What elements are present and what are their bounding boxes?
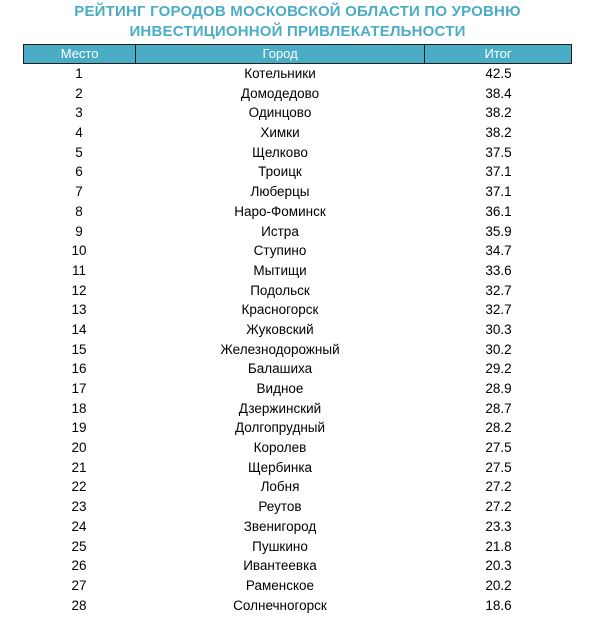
cell-place: 6 <box>75 164 83 180</box>
table-row <box>23 556 572 576</box>
table-row <box>23 596 572 616</box>
table-row <box>23 300 572 320</box>
cell-place: 24 <box>71 518 87 534</box>
table-row <box>23 517 572 537</box>
cell-city: Одинцово <box>248 105 312 121</box>
cell-total: 29.2 <box>485 361 512 377</box>
table-row <box>23 379 572 399</box>
table-row <box>23 399 572 419</box>
cell-total: 27.2 <box>485 479 512 495</box>
cell-place: 14 <box>71 321 87 337</box>
table-row <box>23 497 572 517</box>
ranking-table <box>23 44 572 615</box>
cell-place: 5 <box>75 144 83 160</box>
cell-city: Балашиха <box>247 361 313 377</box>
cell-total: 23.3 <box>485 518 512 534</box>
cell-city: Красногорск <box>241 302 319 318</box>
table-row <box>23 477 572 497</box>
cell-city: Щелково <box>252 144 308 160</box>
cell-city: Дзержинский <box>238 400 322 416</box>
cell-total: 20.2 <box>485 577 512 593</box>
cell-place: 9 <box>75 223 83 239</box>
table-row <box>23 84 572 104</box>
table-row <box>23 103 572 123</box>
cell-total: 42.5 <box>485 66 512 81</box>
cell-city: Ступино <box>253 243 307 259</box>
cell-total: 32.7 <box>485 282 512 298</box>
cell-place: 2 <box>75 85 83 101</box>
cell-place: 8 <box>75 203 83 219</box>
table-row <box>23 241 572 261</box>
cell-city: Жуковский <box>246 321 314 337</box>
cell-city: Железнодорожный <box>220 341 340 357</box>
cell-place: 7 <box>75 184 83 200</box>
cell-city: Щербинка <box>247 459 313 475</box>
cell-place: 22 <box>71 479 87 495</box>
cell-total: 38.4 <box>485 85 512 101</box>
cell-city: Мытищи <box>253 262 307 278</box>
table-row <box>23 123 572 143</box>
cell-city: Люберцы <box>250 184 310 200</box>
cell-total: 37.5 <box>485 144 512 160</box>
cell-city: Солнечногорск <box>233 597 327 613</box>
cell-city: Лобня <box>260 479 300 495</box>
table-row <box>23 438 572 458</box>
cell-place: 13 <box>71 302 87 318</box>
cell-city: Звенигород <box>243 518 317 534</box>
cell-place: 1 <box>75 66 83 81</box>
cell-place: 20 <box>71 440 87 456</box>
cell-total: 34.7 <box>485 243 512 259</box>
table-row <box>23 182 572 202</box>
table-body <box>23 64 572 615</box>
cell-city: Наро-Фоминск <box>234 203 326 219</box>
table-row <box>23 537 572 557</box>
cell-place: 27 <box>71 577 87 593</box>
table-row <box>23 64 572 84</box>
cell-city: Реутов <box>258 499 302 515</box>
cell-place: 10 <box>71 243 87 259</box>
cell-total: 21.8 <box>485 538 512 554</box>
cell-place: 15 <box>71 341 87 357</box>
cell-city: Истра <box>261 223 299 239</box>
cell-total: 18.6 <box>485 597 512 613</box>
header-city: Город <box>135 45 425 63</box>
cell-total: 38.2 <box>485 105 512 121</box>
cell-city: Пушкино <box>252 538 308 554</box>
cell-place: 11 <box>71 262 86 278</box>
cell-place: 4 <box>75 125 83 141</box>
cell-place: 16 <box>71 361 87 377</box>
cell-city: Троицк <box>258 164 302 180</box>
cell-city: Королев <box>253 440 307 456</box>
table-row <box>23 162 572 182</box>
header-place: Место <box>60 46 99 61</box>
table-row <box>23 281 572 301</box>
table-row <box>23 359 572 379</box>
cell-city: Химки <box>260 125 300 141</box>
title-line-2: ИНВЕСТИЦИОННОЙ ПРИВЛЕКАТЕЛЬНОСТИ <box>129 23 466 40</box>
cell-city: Подольск <box>250 282 310 298</box>
cell-place: 18 <box>71 400 87 416</box>
cell-place: 21 <box>71 459 87 475</box>
cell-place: 28 <box>71 597 87 613</box>
cell-total: 37.1 <box>485 184 512 200</box>
table-row <box>23 320 572 340</box>
table-row <box>23 202 572 222</box>
cell-total: 20.3 <box>485 558 512 574</box>
cell-city: Долгопрудный <box>234 420 326 436</box>
cell-total: 27.5 <box>485 440 512 456</box>
cell-total: 28.9 <box>485 381 512 396</box>
cell-total: 38.2 <box>485 125 512 141</box>
cell-total: 37.1 <box>485 164 512 180</box>
cell-total: 36.1 <box>485 203 512 219</box>
cell-city: Котельники <box>244 66 316 81</box>
cell-place: 26 <box>71 558 87 574</box>
cell-city: Домодедово <box>240 85 320 101</box>
cell-total: 32.7 <box>485 302 512 318</box>
page-title <box>0 2 595 42</box>
cell-place: 23 <box>71 499 87 515</box>
cell-city: Раменское <box>245 577 315 593</box>
header-total: Итог <box>484 46 512 61</box>
table-row <box>23 418 572 438</box>
cell-place: 17 <box>71 381 87 396</box>
cell-total: 30.3 <box>485 321 512 337</box>
cell-total: 27.2 <box>485 499 512 515</box>
cell-city: Ивантеевка <box>243 558 317 574</box>
table-row <box>23 222 572 242</box>
cell-total: 28.7 <box>485 400 512 416</box>
table-row <box>23 340 572 360</box>
table-row <box>23 458 572 478</box>
cell-place: 25 <box>71 538 87 554</box>
cell-place: 19 <box>71 420 87 436</box>
cell-total: 30.2 <box>485 341 512 357</box>
table-row <box>23 261 572 281</box>
cell-place: 3 <box>75 105 83 121</box>
title-line-1: РЕЙТИНГ ГОРОДОВ МОСКОВСКОЙ ОБЛАСТИ ПО УРОВНЮ <box>74 3 521 20</box>
table-row <box>23 576 572 596</box>
cell-city: Видное <box>256 381 304 396</box>
cell-total: 28.2 <box>485 420 512 436</box>
cell-total: 33.6 <box>485 262 512 278</box>
cell-place: 12 <box>71 282 87 298</box>
table-header <box>23 44 572 64</box>
table-row <box>23 143 572 163</box>
cell-total: 35.9 <box>485 223 512 239</box>
cell-total: 27.5 <box>485 459 512 475</box>
